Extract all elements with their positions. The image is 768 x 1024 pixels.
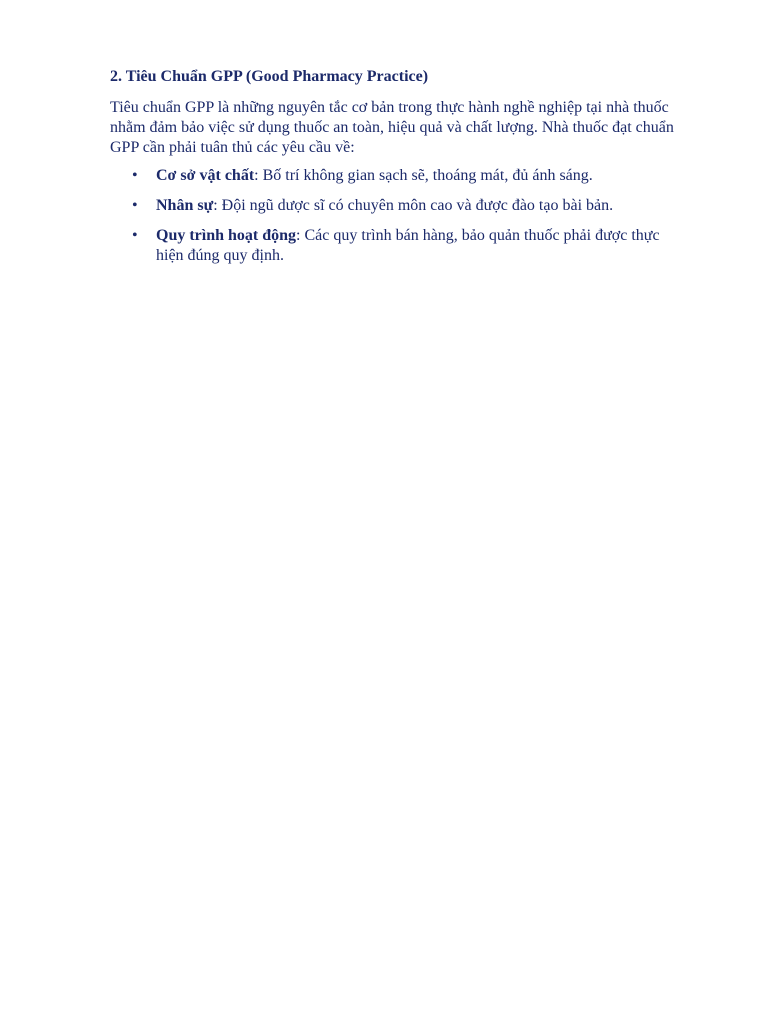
bullet-icon: • <box>132 197 138 214</box>
bullet-icon: • <box>132 227 138 244</box>
list-item <box>110 166 688 186</box>
section-heading: 2. Tiêu Chuẩn GPP (Good Pharmacy Practice) <box>110 68 429 85</box>
list-item-term: Nhân sự <box>156 197 214 214</box>
list-item <box>110 196 688 216</box>
list-item <box>110 226 688 266</box>
list-item-text: : Các quy trình bán hàng, bảo quản thuốc phải được thực hiện đúng quy định. <box>156 227 660 264</box>
list-item-text: : Bố trí không gian sạch sẽ, thoáng mát, đủ ánh sáng. <box>254 167 593 184</box>
requirements-list <box>110 166 688 266</box>
list-item-term: Cơ sở vật chất <box>156 167 255 184</box>
list-item-text: : Đội ngũ dược sĩ có chuyên môn cao và được đào tạo bài bản. <box>213 197 614 214</box>
section-paragraph: Tiêu chuẩn GPP là những nguyên tắc cơ bản trong thực hành nghề nghiệp tại nhà thuốc nhằm đảm bảo việc sử dụng thuốc an toàn, hiệu quả và chất lượng. Nhà thuốc đạt chuẩn GPP cần phải tuân thủ các yêu cầu về: <box>110 99 674 156</box>
bullet-icon: • <box>132 167 138 184</box>
document-content <box>110 66 688 276</box>
list-item-term: Quy trình hoạt động <box>156 227 297 244</box>
